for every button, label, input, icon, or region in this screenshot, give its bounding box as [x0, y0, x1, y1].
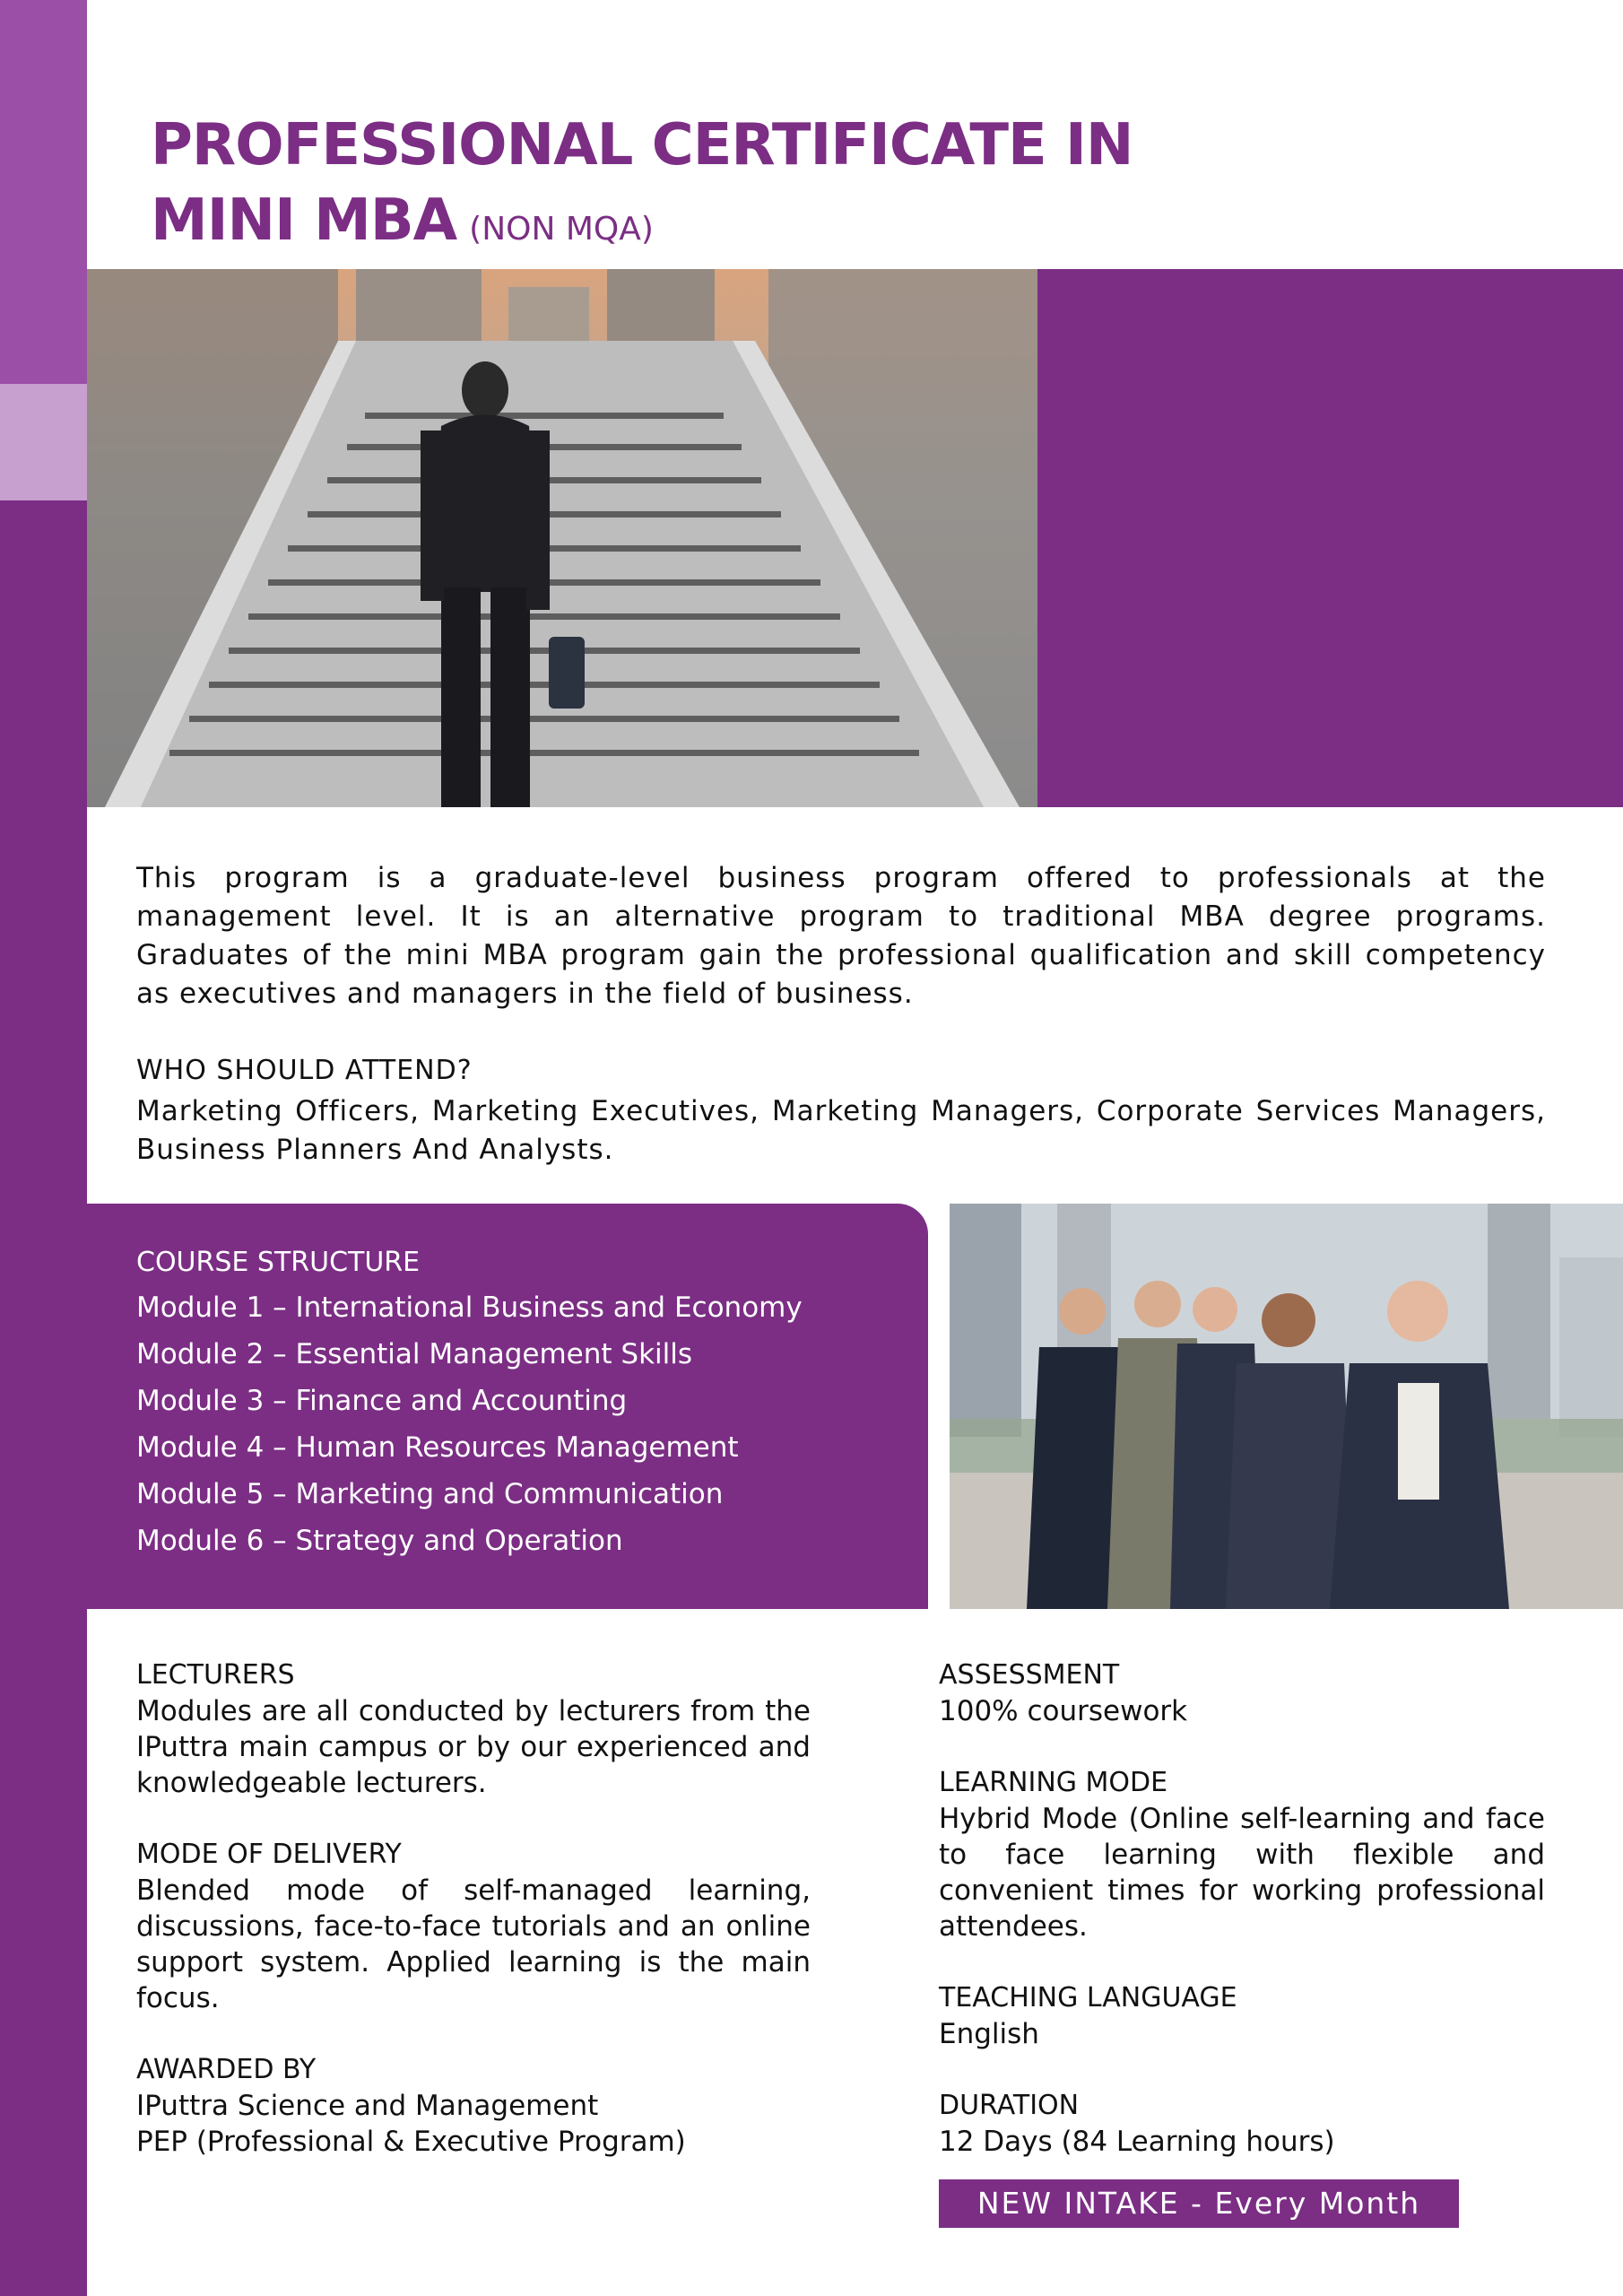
module-item: Module 1 – International Business and Economy: [136, 1292, 803, 1324]
awarded-heading: AWARDED BY: [136, 2054, 317, 2085]
new-intake-badge: NEW INTAKE - Every Month: [939, 2179, 1459, 2228]
assessment-text: 100% coursework: [939, 1695, 1188, 1727]
team-photo: [950, 1204, 1623, 1609]
language-heading: TEACHING LANGUAGE: [939, 1982, 1237, 2013]
lecturers-text: Modules are all conducted by lecturers from the IPuttra main campus or by our experienced and knowledgeable lecturers.: [136, 1695, 811, 1799]
course-structure-panel: [87, 1204, 928, 1609]
module-item: Module 2 – Essential Management Skills: [136, 1338, 693, 1370]
assessment-heading: ASSESSMENT: [939, 1659, 1120, 1691]
awarded-line-2: PEP (Professional & Executive Program): [136, 2126, 686, 2158]
business-team-illustration: [950, 1204, 1623, 1609]
side-bar-accent: [0, 384, 87, 500]
module-item: Module 3 – Finance and Accounting: [136, 1385, 628, 1417]
title-main: MINI MBA: [151, 187, 457, 254]
delivery-text: Blended mode of self-managed learning, discussions, face-to-face tutorials and an online support system. Applied learning is the main focus.: [136, 1874, 811, 2014]
page-title: [151, 108, 1316, 267]
learning-mode-block: [939, 1765, 1545, 1944]
title-note: (NON MQA): [469, 211, 654, 248]
hero-purple-panel: [1037, 269, 1623, 807]
side-bar-bottom: [0, 500, 87, 2296]
delivery-heading: MODE OF DELIVERY: [136, 1839, 402, 1870]
lecturers-heading: LECTURERS: [136, 1659, 295, 1691]
module-item: Module 5 – Marketing and Communication: [136, 1478, 724, 1510]
assessment-block: [939, 1657, 1545, 1729]
stairs-illustration: [87, 269, 1037, 807]
delivery-block: [136, 1837, 811, 2016]
duration-block: [939, 2088, 1545, 2160]
lecturers-block: [136, 1657, 811, 1801]
language-text: English: [939, 2018, 1039, 2050]
hero-photo-stairs: [87, 269, 1037, 807]
learning-mode-heading: LEARNING MODE: [939, 1767, 1168, 1798]
intro-paragraph: This program is a graduate-level business program offered to professionals at the management level. It is an alternative program to traditional MBA degree programs. Graduates of the mini MBA program gain the professional qualification and skill competency as executives and managers in the field of business.: [136, 862, 1546, 1010]
side-bar-top: [0, 0, 87, 384]
course-structure-heading: COURSE STRUCTURE: [136, 1247, 421, 1278]
who-should-attend-heading: WHO SHOULD ATTEND?: [136, 1055, 473, 1086]
title-line-1: PROFESSIONAL CERTIFICATE IN: [151, 112, 1133, 178]
module-item: Module 4 – Human Resources Management: [136, 1431, 739, 1464]
details-left-column: [136, 1657, 811, 2196]
awarded-block: [136, 2052, 811, 2160]
details-right-column: [939, 1657, 1545, 2196]
title-line-2: [151, 183, 1316, 267]
duration-text: 12 Days (84 Learning hours): [939, 2126, 1335, 2158]
awarded-line-1: IPuttra Science and Management: [136, 2090, 599, 2122]
duration-heading: DURATION: [939, 2090, 1080, 2121]
learning-mode-text: Hybrid Mode (Online self-learning and face to face learning with flexible and convenient times for working professional attendees.: [939, 1803, 1545, 1943]
module-item: Module 6 – Strategy and Operation: [136, 1525, 623, 1557]
who-should-attend-text: Marketing Officers, Marketing Executives, Marketing Managers, Corporate Services Managers, Business Planners And Analysts.: [136, 1095, 1546, 1166]
language-block: [939, 1980, 1545, 2052]
